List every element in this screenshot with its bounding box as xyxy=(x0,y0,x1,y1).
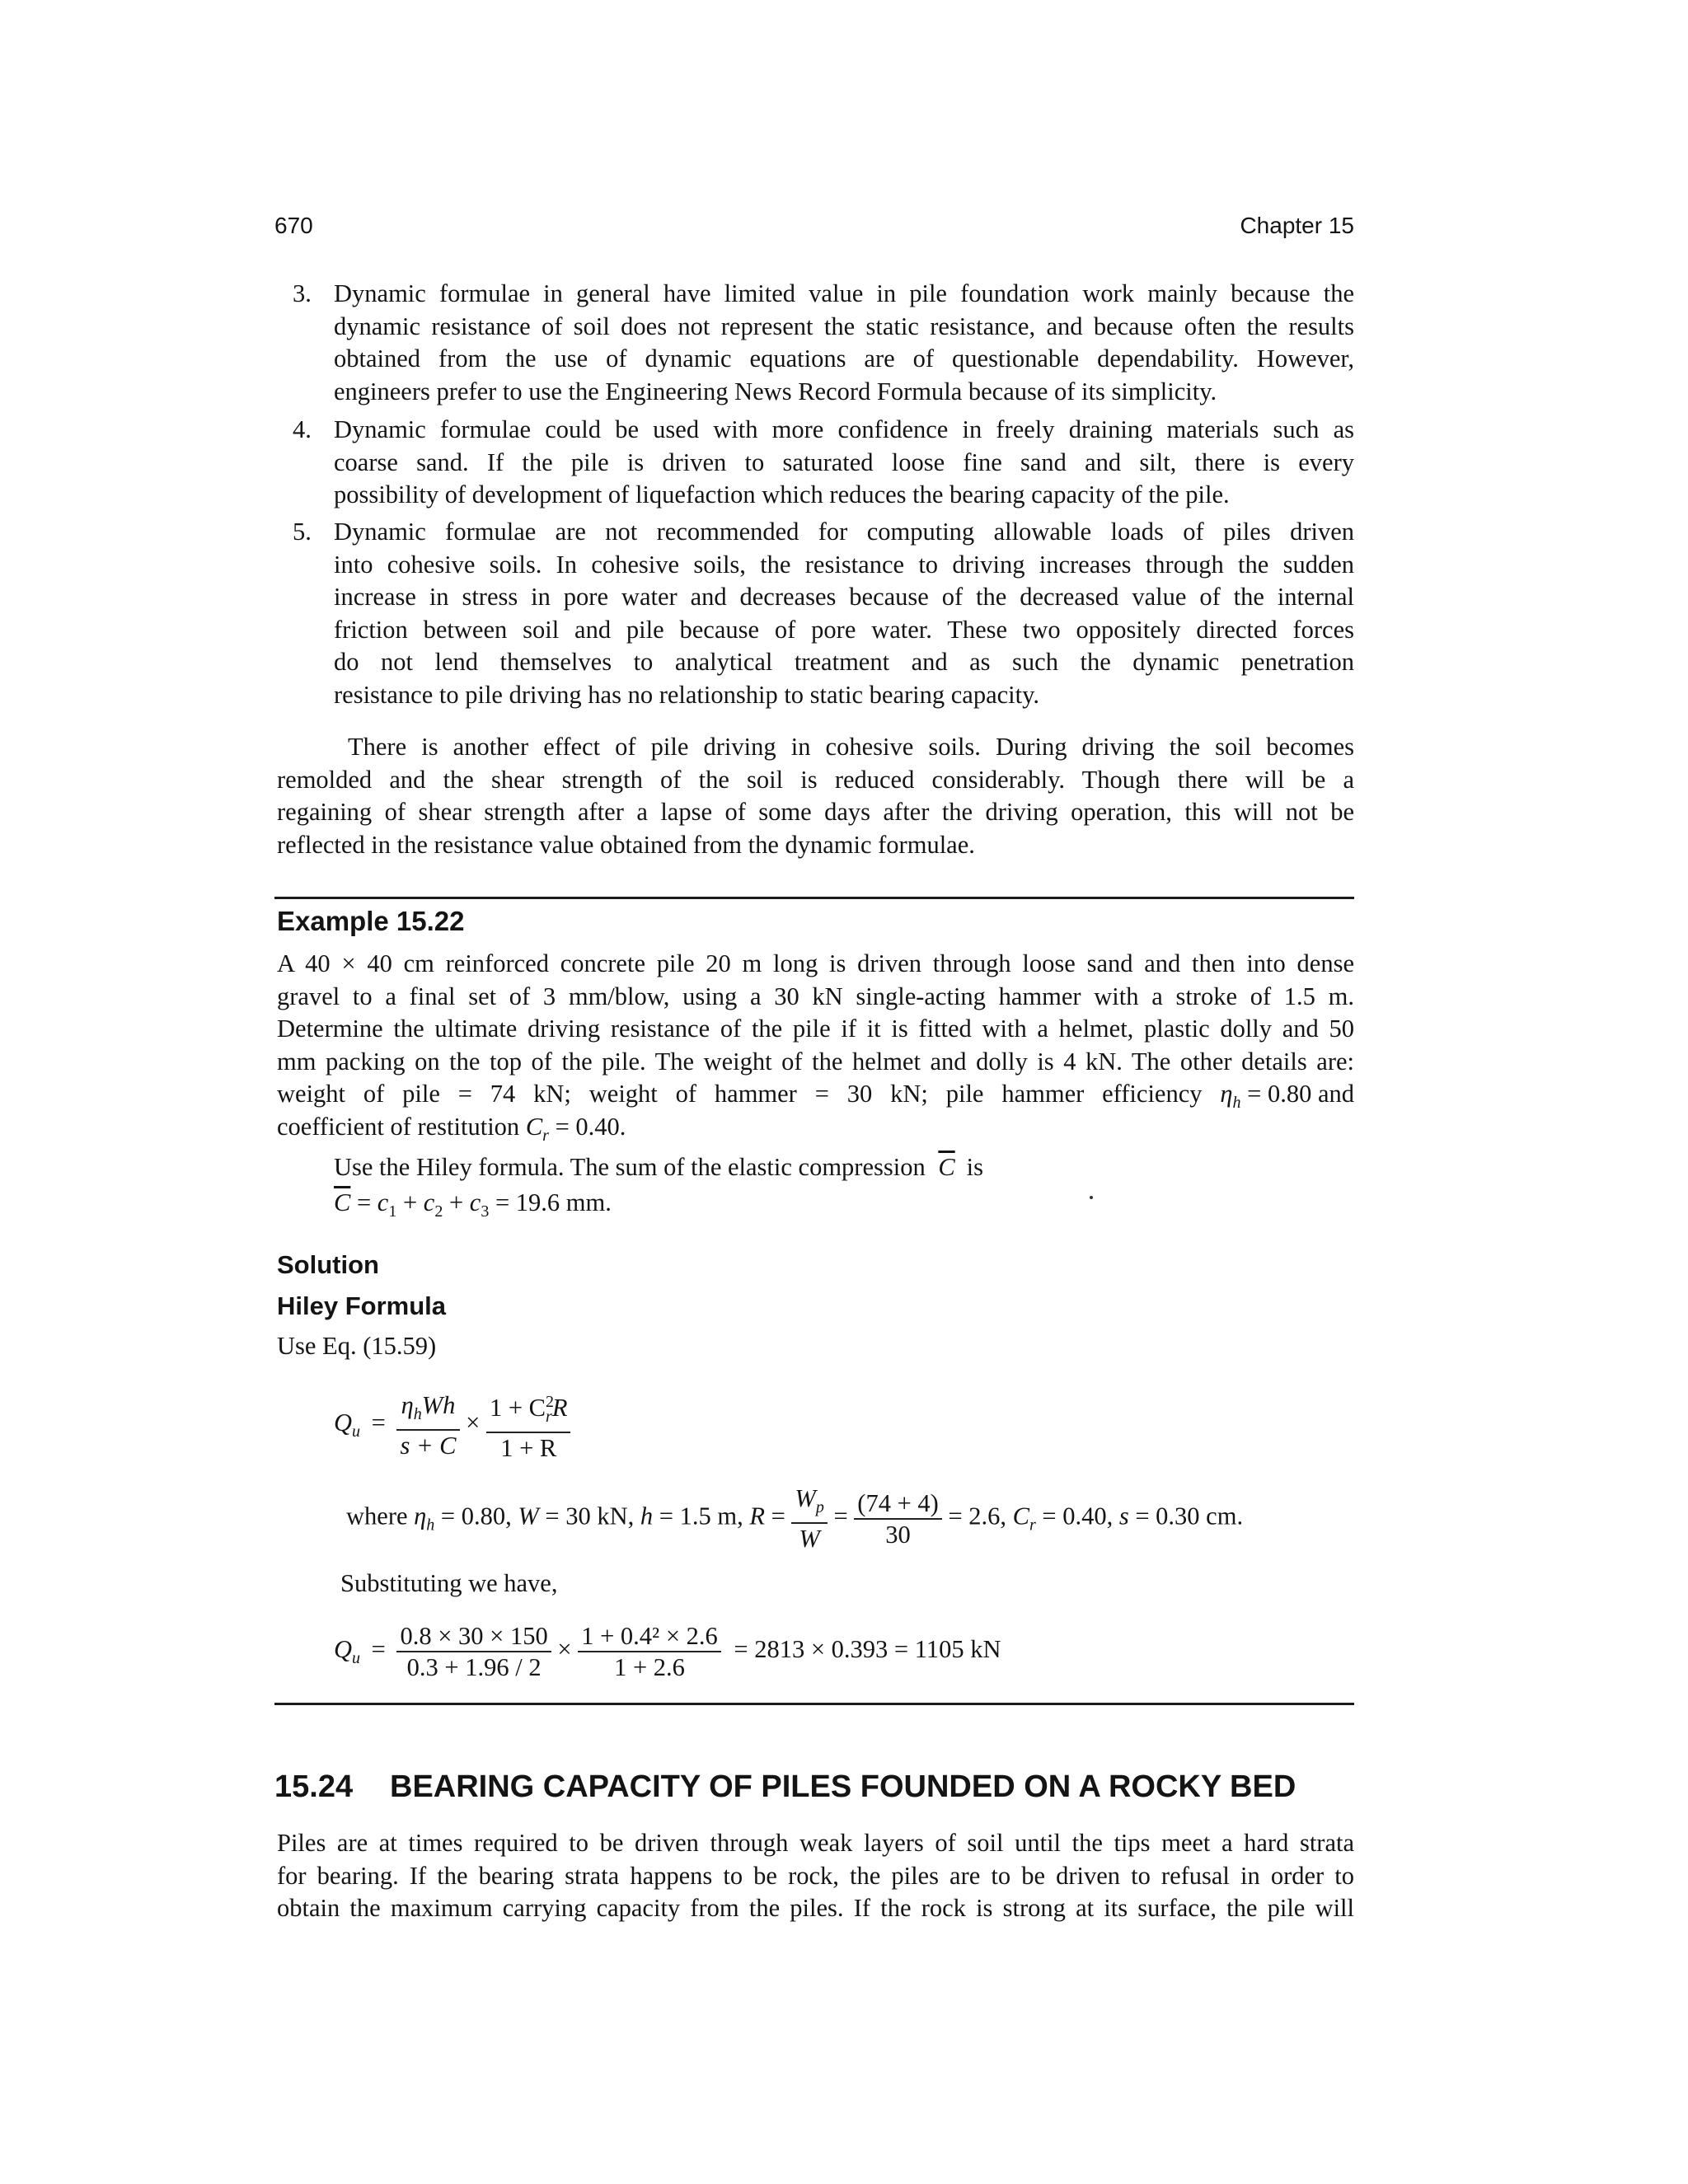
example-text xyxy=(277,948,1354,1143)
substituting-text: Substituting we have, xyxy=(340,1569,558,1597)
example-heading: Example 15.22 xyxy=(277,906,465,936)
use-equation: Use Eq. (15.59) xyxy=(277,1332,437,1360)
text-line: gravel to a final set of 3 mm/blow, using a 30 kN single-acting hammer with a stroke of 1.5 m. xyxy=(277,982,1354,1010)
fraction-numerator: 1 + 0.4² × 2.6 xyxy=(578,1621,721,1652)
fraction-denominator: 1 + R xyxy=(500,1434,557,1463)
text-line: do not lend themselves to analytical treatment and as such the dynamic penetration xyxy=(334,648,1354,676)
chapter-label: Chapter 15 xyxy=(1240,213,1354,238)
example-top-rule xyxy=(274,897,1354,899)
text-line: mm packing on the top of the pile. The weight of the helmet and dolly is 4 kN. The other details are: xyxy=(277,1047,1354,1076)
example-bottom-rule xyxy=(274,1703,1354,1705)
fraction xyxy=(396,1621,551,1682)
cbar-symbol: $\overline{C}$ xyxy=(334,1188,351,1216)
text-line: Dynamic formulae in general have limited value in pile foundation work mainly because the xyxy=(334,279,1354,307)
solution-heading: Solution xyxy=(277,1250,379,1279)
list-item xyxy=(293,516,1354,711)
c-symbol: c xyxy=(423,1188,435,1216)
eta-symbol: η xyxy=(1220,1080,1233,1108)
text-line: into cohesive soils. In cohesive soils, the resistance to driving increases through the sudden xyxy=(334,550,1354,579)
text-fragment: = 19.6 mm. xyxy=(495,1188,612,1216)
section-heading xyxy=(274,1769,1296,1805)
text-line: regaining of shear strength after a lapse of some days after the driving operation, this will not be xyxy=(277,798,1354,826)
text-line: resistance to pile driving has no relationship to static bearing capacity. xyxy=(334,680,1039,709)
fraction xyxy=(396,1390,459,1460)
text-line xyxy=(277,1078,1354,1111)
q-symbol: Q xyxy=(334,1408,353,1437)
fraction-denominator: 0.3 + 1.96 / 2 xyxy=(406,1653,542,1681)
fraction xyxy=(578,1621,721,1682)
section-number: 15.24 xyxy=(274,1769,354,1804)
text-line: possibility of development of liquefaction which reduces the bearing capacity of the pile. xyxy=(334,480,1230,509)
subscript: 1 xyxy=(388,1202,397,1221)
c-symbol: c xyxy=(469,1188,481,1216)
c-symbol: C xyxy=(525,1112,543,1141)
times-sign: × xyxy=(466,1408,481,1437)
page-number: 670 xyxy=(274,213,313,238)
text-line: A 40 × 40 cm reinforced concrete pile 20 m long is driven through loose sand and then into dense xyxy=(277,949,1354,977)
list-item-number: 4. xyxy=(293,415,312,443)
text-line: reflected in the resistance value obtained from the dynamic formulae. xyxy=(277,830,975,859)
text-line: increase in stress in pore water and decreases because of the decreased value of the internal xyxy=(334,583,1354,611)
text-fragment: weight of pile = 74 kN; weight of hammer = 30 kN; pile hammer efficiency xyxy=(277,1080,1203,1108)
cbar-symbol: $\overline{C}$ xyxy=(938,1153,955,1181)
subscript: 2 xyxy=(434,1202,443,1221)
text-fragment: coefficient of restitution xyxy=(277,1112,520,1141)
fraction-numerator: (74 + 4) xyxy=(854,1488,942,1520)
text-line: coarse sand. If the pile is driven to saturated loose fine sand and silt, there is every xyxy=(334,448,1354,476)
text-line: friction between soil and pile because of pore water. These two oppositely directed forces xyxy=(334,615,1354,644)
result-formula: $Q_u$ = $\frac{0.8 \times 30 \times 150}{0.3 + 1.96 / 2}$ × $\frac{\text{1 + 0.4² × 2.6}}{1 + 2.6}$ = 2813 × 0.393 = 1105 kN xyxy=(334,1622,1001,1681)
text-line: Dynamic formulae are not recommended for computing allowable loads of piles driven xyxy=(334,518,1354,546)
text-line: There is another effect of pile driving in cohesive soils. During driving the soil becomes xyxy=(348,733,1354,761)
fraction xyxy=(791,1483,827,1554)
section-paragraph xyxy=(277,1827,1354,1925)
text-line xyxy=(277,1111,1354,1144)
text-line: for bearing. If the bearing strata happens to be rock, the piles are to be driven to refusal in order to xyxy=(277,1861,1354,1890)
fraction-denominator: 1 + 2.6 xyxy=(614,1653,685,1681)
list-item xyxy=(293,278,1354,408)
text-line: engineers prefer to use the Engineering News Record Formula because of its simplicity. xyxy=(334,377,1217,405)
body-paragraph xyxy=(277,731,1354,861)
text-fragment: is xyxy=(966,1153,984,1181)
text-line: obtain the maximum carrying capacity from the piles. If the rock is strong at its surface, the pile will xyxy=(277,1894,1354,1922)
hiley-formula: $Q_u$ = $\frac{\eta_hWh}{s + C}$ × $\frac{1 + C^2_rR}{1 + R}$ xyxy=(334,1387,570,1463)
fraction-numerator: $1 + C^2_rR$ xyxy=(486,1387,570,1433)
text-line: Dynamic formulae could be used with more confidence in freely draining materials such as xyxy=(334,415,1354,443)
solution-subheading: Hiley Formula xyxy=(277,1291,446,1320)
subscript: u xyxy=(352,1422,361,1441)
hiley-line xyxy=(334,1151,983,1184)
fraction-numerator: $W_p$ xyxy=(791,1483,827,1524)
text-line: Determine the ultimate driving resistance of the pile if it is fitted with a helmet, plastic dolly and 50 xyxy=(277,1015,1354,1043)
text-fragment: = 0.80 and xyxy=(1247,1080,1355,1108)
text-line: remolded and the shear strength of the soil is reduced considerably. Though there will be a xyxy=(277,765,1354,794)
fraction-denominator: 30 xyxy=(885,1520,911,1549)
fraction-denominator: s + C xyxy=(400,1431,457,1460)
subscript: 3 xyxy=(481,1202,490,1221)
text-line: dynamic resistance of soil does not represent the static resistance, and because often the results xyxy=(334,312,1354,340)
subscript: h xyxy=(1232,1094,1241,1113)
list-item-number: 5. xyxy=(293,518,312,546)
text-line: Piles are at times required to be driven through weak layers of soil until the tips meet a hard strata xyxy=(277,1829,1354,1857)
list-item xyxy=(293,414,1354,512)
text-fragment: = 0.40. xyxy=(555,1112,626,1141)
list-item-number: 3. xyxy=(293,279,312,307)
cbar-equation: $\overline{C} = c_1 + c_2 + c_3 = 19.6$ mm. xyxy=(334,1188,612,1221)
fraction-numerator: 0.8 × 30 × 150 xyxy=(396,1621,551,1652)
fraction-denominator: W xyxy=(799,1525,820,1554)
c-symbol: c xyxy=(377,1188,389,1216)
page-header xyxy=(274,213,1354,246)
fraction xyxy=(486,1387,570,1463)
fraction xyxy=(854,1488,942,1549)
section-title: BEARING CAPACITY OF PILES FOUNDED ON A ROCKY BED xyxy=(390,1769,1296,1804)
fraction-numerator: $\eta_hWh$ xyxy=(396,1390,459,1431)
stray-dot xyxy=(1090,1196,1093,1199)
subscript: r xyxy=(542,1126,549,1145)
text-fragment: Use the Hiley formula. The sum of the elastic compression xyxy=(334,1153,926,1181)
text-line: obtained from the use of dynamic equations are of questionable dependability. However, xyxy=(334,344,1354,373)
where-line: where $\eta_h = 0.80$, W = 30 kN, h = 1.5 m, R = $\frac{W_p}{W}$ = $\frac{(74 + 4)}{30}$ = 2.6, $C_r = 0.40$, s = 0.30 cm. xyxy=(346,1484,1244,1554)
